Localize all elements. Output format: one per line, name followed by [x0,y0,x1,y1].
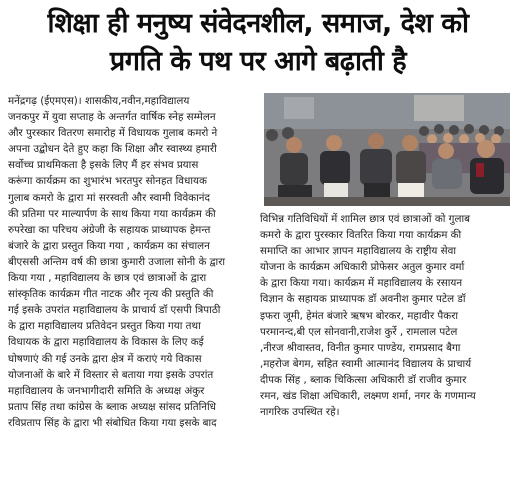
article-line: नागरिक उपस्थित रहे। [260,406,340,419]
article-line: परमानन्द,बी एल सोनवानी,राजेश कुर्रे , रामलाल पटेल [260,325,458,338]
article-line: महाविद्यालय के जनभागीदारी समिति के अध्यक्ष अंकुर [8,384,205,397]
article-line: योजनाओं के बारे में विस्तार से बताया गया इसके उपरांत [8,368,214,381]
article-line: किया गया , महाविद्यालय के छात्र एवं छात्राओं के द्वारा [8,272,207,285]
headline-line-2: प्रगति के पथ पर आगे बढ़ाती है [109,46,407,77]
article-line: विधायक के द्वारा महाविद्यालय के विकास के लिए कई [8,336,204,349]
article-line: सर्वोच्च प्राथमिकता है इसके लिए मैं हर संभव प्रयास [8,159,199,172]
article-line: इफरा जूमी, हेमंत बंजारे ऋषभ बोरकर, महावीर पैकरा [260,309,459,322]
audience-photo [264,93,510,206]
article-line: बीएससी अन्तिम वर्ष की छात्रा कुमारी उजाला सोनी के द्वारा [8,255,226,268]
article-line: रविप्रताप सिंह के द्वारा भी संबोधित किया गया इसके बाद [8,416,217,429]
article-line: गुलाब कमरो के द्वारा मां सरस्वती और स्वामी विवेकानंद [8,191,210,204]
article-line: विज्ञान के सहायक प्राध्यापक डॉ अवनीश कुमार पटेल डॉ [260,293,466,306]
article-line: सांस्कृतिक कार्यक्रम गीत नाटक और नृत्य की प्रस्तुति की [8,288,214,301]
article-line: की प्रतिमा पर माल्यार्पण के साथ किया गया कार्यक्रम की [8,207,216,220]
article-line: बंजारे के द्वारा प्रस्तुत किया गया , कार्यक्रम का संचालन [8,239,210,252]
audience-photo-icon [264,93,510,206]
article-line: दीपक सिंह , ब्लाक चिकित्सा अधिकारी डॉ राजीव कुमार [260,373,467,386]
article-right-column [260,211,510,420]
article-line: समाप्ति का आभार ज्ञापन महाविद्यालय के राष्ट्रीय सेवा [260,245,457,258]
article-line: रुपरेखा का परिचय अंग्रेजी के सहायक प्राध्यापक हेमन्त [8,223,211,236]
article-line: घोषणाएं की गई उनके द्वारा क्षेत्र में कराएं गये विकास [8,352,202,365]
article-line: गई इसके उपरांत महाविद्यालय के प्राचार्य डॉ एसपी त्रिपाठी [8,304,221,317]
article-line: जनकपुर में युवा सप्ताह के अन्तर्गत वार्षिक स्नेह सम्मेलन [8,111,216,124]
article-line: करूंगा कार्यक्रम का शुभारंभ भरतपुर सोनहत विधायक [8,175,207,188]
article-line: अपना उद्बोधन देते हुए कहा कि शिक्षा और स्वास्थ्य हमारी [8,143,217,156]
article-line: के द्वारा महाविद्यालय प्रतिवेदन प्रस्तुत किया गया तथा [8,320,201,333]
article-line: कमरो के द्वारा पुरस्कार वितरित किया गया कार्यक्रम की [260,229,462,242]
article-line: योजना के कार्यक्रम अधिकारी प्रोफेसर अतुल कुमार वर्मा [260,261,465,274]
headline-line-1: शिक्षा ही मनुष्य संवेदनशील, समाज, देश को [47,8,469,39]
article-line: ,नीरज श्रीवास्तव, विनीत कुमार पाण्डेय, रामप्रसाद बैगा [260,341,461,354]
article-line: विभिन्न गतिविधियों में शामिल छात्र एवं छात्राओं को गुलाब [260,213,470,225]
article-line: प्रताप सिंह तथा कांग्रेस के ब्लाक अध्यक्ष सांसद प्रतिनिधि [8,400,216,413]
article-left-column [8,93,263,431]
article-line: और पुरस्कार वितरण समारोह में विधायक गुलाब कमरो ने [8,127,218,140]
article-line: मनेंद्रगढ़ (ईएमएस)। शासकीय,नवीन,महाविद्यालय [8,95,190,107]
article-line: रमन, खंड शिक्षा अधिकारी, लक्ष्मण शर्मा, नगर के गणमान्य [260,390,476,403]
article-line: के द्वारा किया गया। कार्यक्रम में महाविद्यालय के रसायन [260,277,463,290]
article-line: ,महरोज बेगम, सहित स्वामी आत्मानंद विद्यालय के प्राचार्य [260,357,472,370]
